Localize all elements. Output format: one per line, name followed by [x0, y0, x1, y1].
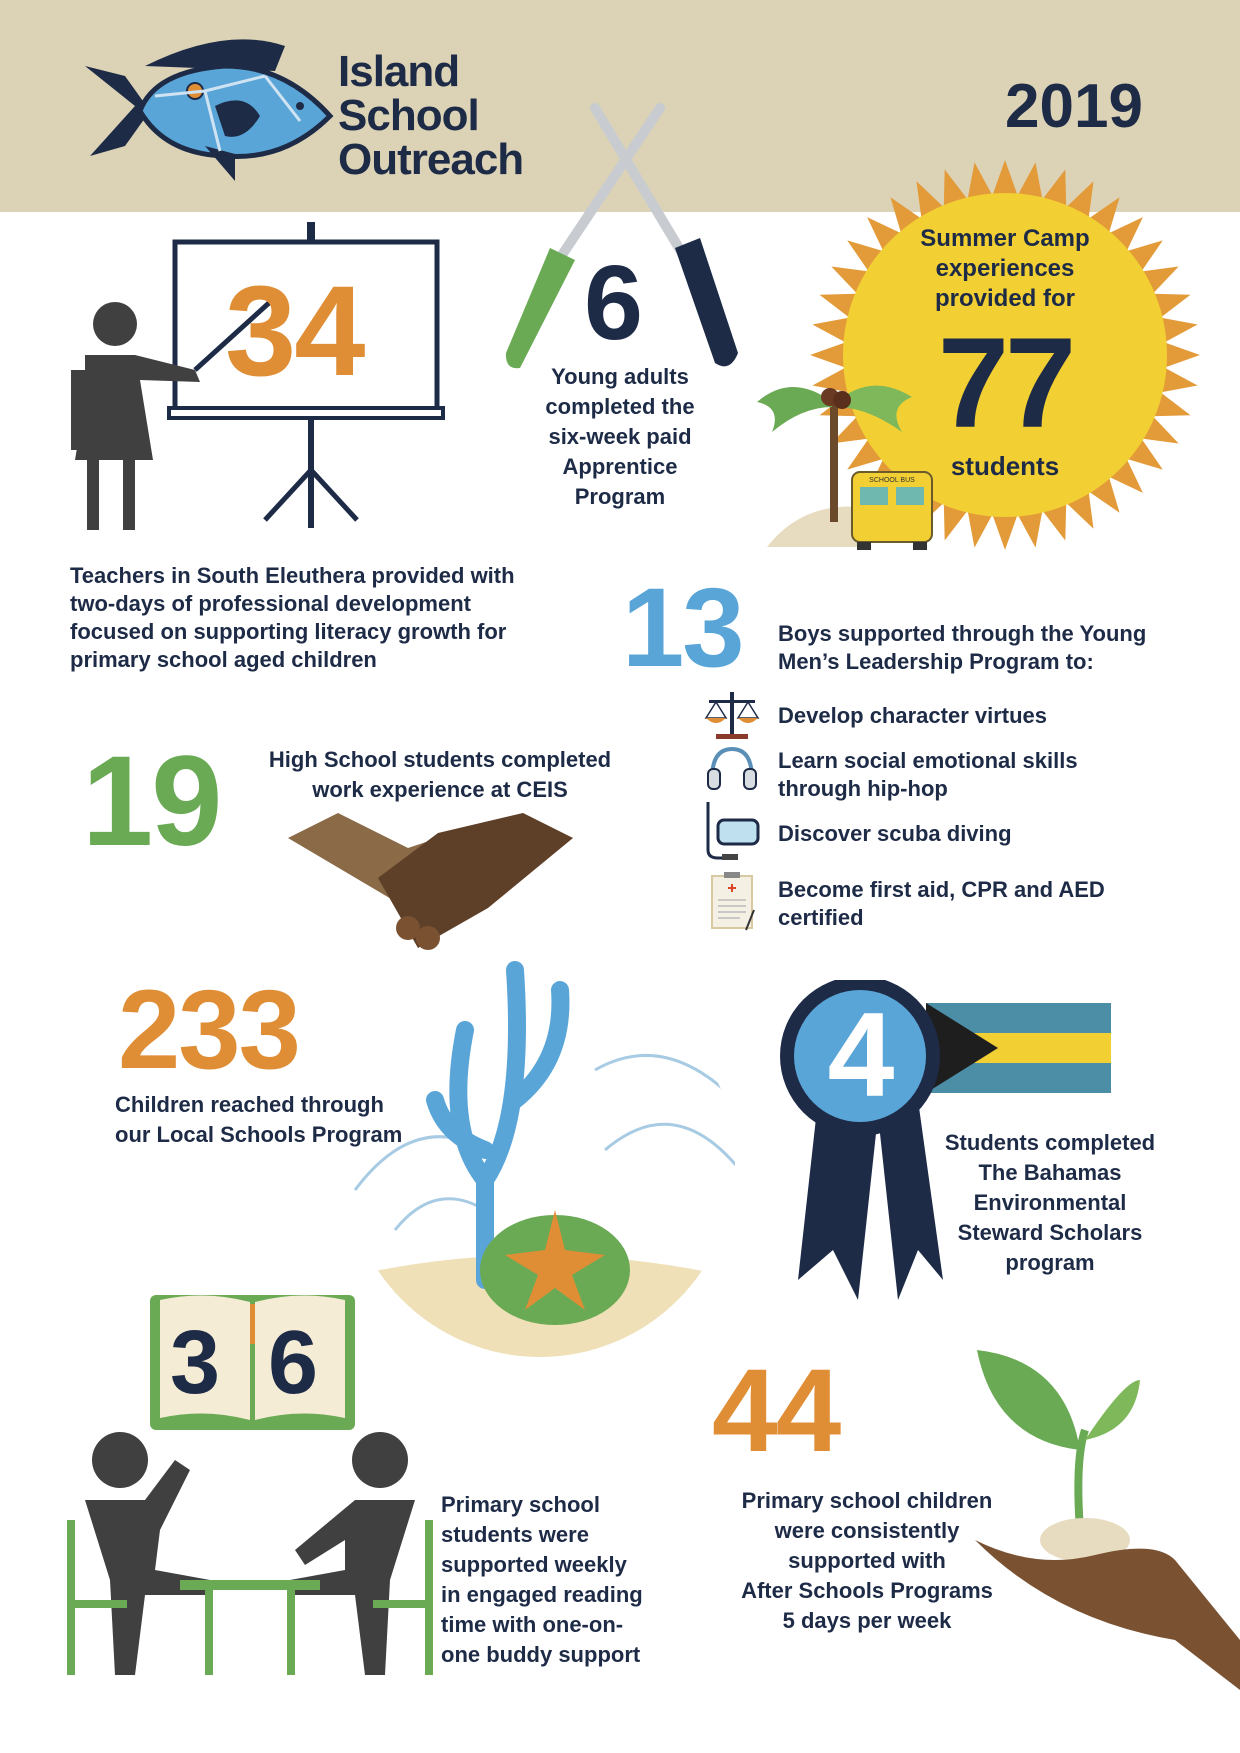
headphones-icon: [704, 745, 760, 793]
text-line: Children reached through: [115, 1092, 384, 1117]
text-line: Teachers in South Eleuthera provided with: [70, 563, 515, 588]
text-line: primary school aged children: [70, 647, 377, 672]
apprentice-description: [500, 362, 740, 512]
summer-camp-count: 77: [937, 312, 1073, 455]
text-line: Steward Scholars: [957, 1220, 1143, 1245]
teachers-count: 34: [225, 260, 364, 403]
coral-reef-illustration: [335, 950, 745, 1360]
leadership-description: [778, 620, 1228, 676]
text-line: Boys supported through the Young: [778, 621, 1147, 646]
text-line: through hip-hop: [778, 776, 948, 801]
reading-description: [441, 1490, 643, 1670]
year-label: 2019: [1005, 72, 1143, 141]
text-line: Program: [574, 484, 666, 509]
text-line: After Schools Programs: [741, 1578, 993, 1603]
text-line: 5 days per week: [782, 1608, 952, 1633]
item-text: Discover scuba diving: [778, 821, 1012, 846]
text-line: our Local Schools Program: [115, 1122, 403, 1147]
seedling-hand-icon: [975, 1340, 1240, 1690]
text-line: six-week paid: [548, 424, 692, 449]
apprentice-count: 6: [584, 244, 641, 362]
text-line: certified: [778, 905, 864, 930]
text-line: work experience at CEIS: [312, 777, 568, 802]
leadership-count: 13: [622, 565, 743, 690]
list-item: [704, 870, 1224, 932]
local-schools-count: 233: [118, 967, 299, 1092]
after-school-count: 44: [712, 1345, 840, 1477]
clipboard-icon: [704, 870, 760, 932]
steward-count: 4: [827, 988, 893, 1122]
scales-icon: [704, 690, 760, 740]
reading-buddies-icon: [65, 1430, 435, 1680]
text-line: two-days of professional development: [70, 591, 471, 616]
item-text: [778, 876, 1105, 932]
summer-camp-students-label: students: [950, 451, 1060, 481]
text-line: supported with: [788, 1548, 946, 1573]
summer-camp-description: [880, 224, 1130, 314]
local-schools-description: [115, 1090, 402, 1150]
list-item: [704, 690, 1224, 740]
fish-logo-icon: [85, 36, 340, 184]
text-line: Students completed: [944, 1130, 1156, 1155]
logo-line: Outreach: [338, 135, 524, 184]
text-line: time with one-on-: [441, 1612, 624, 1637]
text-line: Young adults: [551, 364, 689, 389]
reading-digit: 3: [170, 1313, 219, 1413]
list-item: [704, 745, 1224, 805]
text-line: completed the: [545, 394, 695, 419]
list-item: [704, 800, 1224, 862]
item-text: [778, 747, 1078, 803]
text-line: focused on supporting literacy growth for: [70, 619, 507, 644]
item-text: Develop character virtues: [778, 703, 1048, 728]
text-line: one buddy support: [441, 1642, 641, 1667]
text-line: provided for: [934, 285, 1075, 312]
text-line: students were: [441, 1522, 589, 1547]
text-line: in engaged reading: [441, 1582, 643, 1607]
logo-text: [338, 47, 524, 184]
steward-description: [920, 1128, 1180, 1278]
teachers-description: [70, 562, 570, 674]
text-line: High School students completed: [268, 747, 612, 772]
logo-line: Island: [338, 47, 460, 96]
text-line: Summer Camp: [920, 225, 1090, 252]
text-line: Apprentice: [562, 454, 678, 479]
text-line: Environmental: [973, 1190, 1127, 1215]
handshake-icon: [288, 808, 573, 953]
text-line: supported weekly: [441, 1552, 627, 1577]
text-line: Men’s Leadership Program to:: [778, 649, 1094, 674]
text-line: experiences: [935, 255, 1075, 282]
text-line: were consistently: [774, 1518, 960, 1543]
text-line: Become first aid, CPR and AED: [778, 877, 1105, 902]
logo-line: School: [338, 91, 479, 140]
text-line: Learn social emotional skills: [778, 748, 1078, 773]
reading-digit: 6: [268, 1313, 317, 1413]
text-line: Primary school: [441, 1492, 600, 1517]
text-line: program: [1005, 1250, 1095, 1275]
text-line: The Bahamas: [978, 1160, 1122, 1185]
text-line: Primary school children: [741, 1488, 993, 1513]
work-experience-count: 19: [82, 730, 221, 873]
snorkel-mask-icon: [704, 800, 760, 862]
bus-label: SCHOOL BUS: [869, 477, 915, 484]
work-experience-description: [240, 745, 640, 805]
after-school-description: [722, 1486, 1012, 1636]
